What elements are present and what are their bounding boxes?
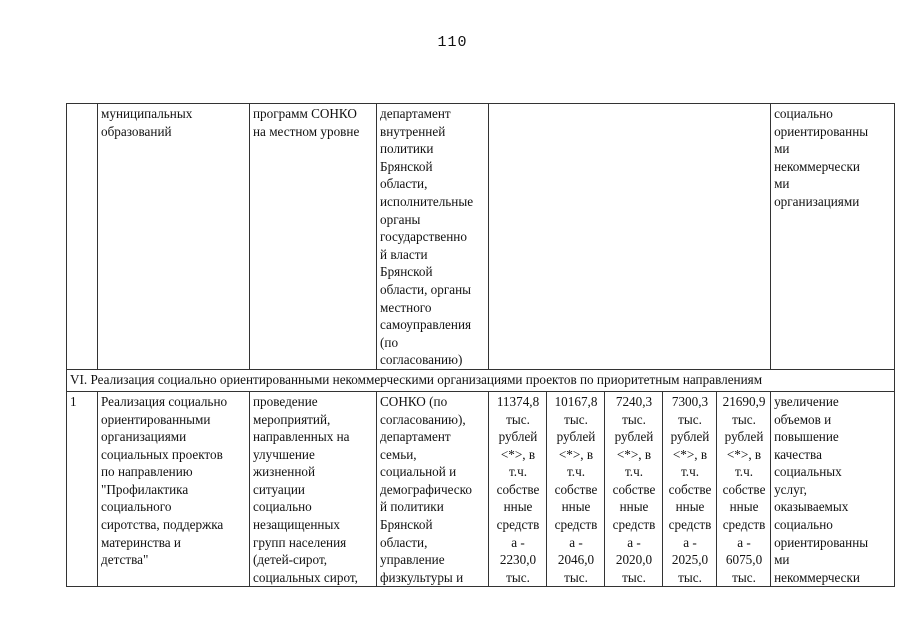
cell-executors: департамент внутренней политики Брянской области, исполнительные органы государственно й власти Брянской области, органы местного самоуправления (по согласованию) bbox=[377, 104, 489, 370]
cell-funding-empty bbox=[489, 104, 771, 370]
section-title: VI. Реализация социально ориентированными некоммерческими организациями проектов по приоритетным направлениям bbox=[67, 369, 895, 391]
cell-amount-year-3: 7240,3 тыс. рублей <*>, в т.ч. собстве нные средств а - 2020,0 тыс. bbox=[605, 391, 663, 587]
cell-amount-total: 21690,9 тыс. рублей <*>, в т.ч. собстве нные средств а - 6075,0 тыс. bbox=[717, 391, 771, 587]
table-row bbox=[67, 104, 895, 370]
cell-result: увеличение объемов и повышение качества социальных услуг, оказываемых социально ориентированны ми некоммерчески bbox=[771, 391, 895, 587]
section-heading-row bbox=[67, 369, 895, 391]
table-row bbox=[67, 391, 895, 587]
cell-amount-year-1: 11374,8 тыс. рублей <*>, в т.ч. собстве нные средств а - 2230,0 тыс. bbox=[489, 391, 547, 587]
cell-result: социально ориентированны ми некоммерчески ми организациями bbox=[771, 104, 895, 370]
cell-index-empty bbox=[67, 104, 98, 370]
cell-amount-year-2: 10167,8 тыс. рублей <*>, в т.ч. собстве нные средств а - 2046,0 тыс. bbox=[547, 391, 605, 587]
cell-executors: СОНКО (по согласованию), департамент семьи, социальной и демографическо й политики Брянской области, управление физкультуры и bbox=[377, 391, 489, 587]
cell-name: муниципальных образований bbox=[98, 104, 250, 370]
program-table bbox=[66, 103, 895, 587]
cell-content: проведение мероприятий, направленных на улучшение жизненной ситуации социально незащищенных групп населения (детей-сирот, социальных сирот, bbox=[250, 391, 377, 587]
cell-amount-year-4: 7300,3 тыс. рублей <*>, в т.ч. собстве нные средств а - 2025,0 тыс. bbox=[663, 391, 717, 587]
cell-content: программ СОНКО на местном уровне bbox=[250, 104, 377, 370]
page-number: 110 bbox=[437, 34, 468, 51]
cell-index: 1 bbox=[67, 391, 98, 587]
cell-name: Реализация социально ориентированными организациями социальных проектов по направлению "Профилактика социального сиротства, поддержка материнства и детства" bbox=[98, 391, 250, 587]
